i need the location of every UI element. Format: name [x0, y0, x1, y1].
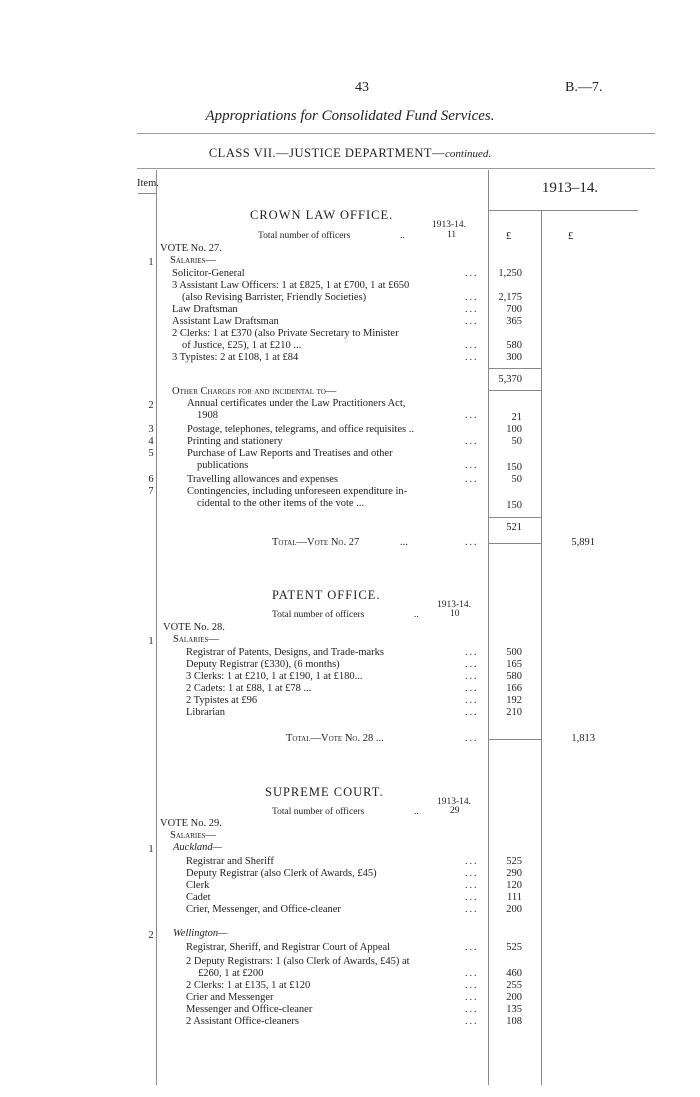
line-item: Librarian: [186, 707, 226, 718]
leader-dots: ...: [465, 880, 479, 891]
header-rule: [137, 133, 655, 134]
leader-dots: ...: [465, 659, 479, 670]
item-number: 2: [148, 930, 154, 941]
amount-value: 166: [506, 683, 522, 694]
leader-dots: ...: [465, 683, 479, 694]
item-number: 2: [148, 400, 154, 411]
amount-value: 365: [506, 316, 522, 327]
amount-value: 21: [511, 412, 522, 423]
line-item: Purchase of Law Reports and Treatises and other: [187, 448, 393, 459]
amount-value: 700: [506, 304, 522, 315]
officers-count-crown: 11: [447, 230, 457, 240]
total-rule: [488, 739, 541, 740]
leader-dots: ...: [465, 647, 479, 658]
item-column-border: [156, 170, 157, 1085]
amount-value: 210: [506, 707, 522, 718]
salaries-heading-28: Salaries—: [173, 634, 219, 645]
item-number: 7: [148, 486, 154, 497]
line-item: 2 Clerks: 1 at £135, 1 at £120: [186, 980, 311, 991]
total-vote-27-label: Total—Vote No. 27: [272, 537, 360, 548]
line-item: 3 Typistes: 2 at £108, 1 at £84: [172, 352, 299, 363]
total-vote-28: 1,813: [571, 733, 595, 744]
amount-value: 50: [511, 474, 522, 485]
leader-dots: ...: [465, 733, 479, 744]
line-item: Deputy Registrar (£330), (6 months): [186, 659, 340, 670]
pound-column-2: £: [568, 231, 574, 242]
line-item: Travelling allowances and expenses: [187, 474, 338, 485]
leader-dots: ...: [465, 1004, 479, 1015]
line-item: cidental to the other items of the vote ...: [197, 498, 365, 509]
leader-dots: ...: [465, 904, 479, 915]
document-reference: B.—7.: [565, 80, 603, 95]
line-item: 2 Cadets: 1 at £88, 1 at £78 ...: [186, 683, 312, 694]
line-item: 2 Clerks: 1 at £370 (also Private Secretary to Minister: [172, 328, 399, 339]
leader-dots: ...: [465, 292, 479, 303]
amount-value: 111: [507, 892, 522, 903]
line-item: Messenger and Office-cleaner: [186, 1004, 313, 1015]
officers-count-supreme: 29: [450, 806, 460, 816]
vote-29: VOTE No. 29.: [160, 818, 222, 829]
leader-dots: ...: [465, 695, 479, 706]
leader-dots: ...: [400, 537, 408, 548]
line-item: Cadet: [186, 892, 211, 903]
line-item: 1908: [197, 410, 218, 421]
section-title-crown-law: CROWN LAW OFFICE.: [250, 208, 394, 222]
line-item: Crier, Messenger, and Office-cleaner: [186, 904, 341, 915]
amount-value: 300: [506, 352, 522, 363]
leader-dots: ...: [465, 1016, 479, 1027]
line-item: Registrar of Patents, Designs, and Trade-marks: [186, 647, 385, 658]
line-item: of Justice, £25), 1 at £210 ...: [182, 340, 302, 351]
amount-value: 150: [506, 500, 522, 511]
salaries-heading-29: Salaries—: [170, 830, 216, 841]
page-number: 43: [355, 80, 369, 95]
leader-dots: ...: [465, 474, 479, 485]
total-vote-27: 5,891: [571, 537, 595, 548]
leader-dots: ...: [465, 436, 479, 447]
leader-dots: ...: [465, 316, 479, 327]
leader-dots: ...: [465, 340, 479, 351]
subtotal-rule: [488, 390, 541, 391]
amount-value: 150: [506, 462, 522, 473]
item-label-rule: [138, 193, 156, 194]
officers-dots-patent: ..: [414, 610, 419, 620]
leader-dots: ...: [465, 460, 479, 471]
line-item: 2 Typistes at £96: [186, 695, 258, 706]
line-item: £260, 1 at £200: [198, 968, 264, 979]
line-item: Printing and stationery: [187, 436, 283, 447]
amount-value: 255: [506, 980, 522, 991]
amount-value: 100: [506, 424, 522, 435]
leader-dots: ...: [465, 671, 479, 682]
vote-27: VOTE No. 27.: [160, 243, 222, 254]
item-number: 1: [148, 257, 154, 268]
item-number: 5: [148, 448, 154, 459]
salaries-heading-27: Salaries—: [170, 255, 216, 266]
line-item: Crier and Messenger: [186, 992, 274, 1003]
amount-value: 1,250: [498, 268, 522, 279]
amount-value: 50: [511, 436, 522, 447]
total-vote-28-label: Total—Vote No. 28 ...: [286, 733, 384, 744]
line-item: Solicitor-General: [172, 268, 245, 279]
page-subtitle: Appropriations for Consolidated Fund Services.: [205, 108, 495, 124]
officers-label-supreme: Total number of officers: [272, 807, 365, 817]
year-rule: [488, 210, 638, 211]
subtotal-rule: [488, 517, 541, 518]
leader-dots: ...: [465, 410, 479, 421]
line-item: Clerk: [186, 880, 210, 891]
line-item: 2 Deputy Registrars: 1 (also Clerk of Awards, £45) at: [186, 956, 410, 967]
leader-dots: ...: [465, 968, 479, 979]
subtotal-rule: [488, 368, 541, 369]
line-item: publications: [197, 460, 249, 471]
leader-dots: ...: [465, 856, 479, 867]
amount-value: 2,175: [498, 292, 522, 303]
amount-value: 120: [506, 880, 522, 891]
leader-dots: ...: [465, 980, 479, 991]
amount-value: 135: [506, 1004, 522, 1015]
class-heading: CLASS VII.—JUSTICE DEPARTMENT—continued.: [208, 146, 492, 160]
line-item: (also Revising Barrister, Friendly Societies): [182, 292, 367, 303]
line-item: Assistant Law Draftsman: [172, 316, 279, 327]
officers-dots-crown: ..: [400, 231, 405, 241]
amount-value: 108: [506, 1016, 522, 1027]
amount-value: 580: [506, 340, 522, 351]
leader-dots: ...: [465, 868, 479, 879]
item-number: 4: [148, 436, 154, 447]
vote-28: VOTE No. 28.: [163, 622, 225, 633]
line-item: Registrar, Sheriff, and Registrar Court of Appeal: [186, 942, 391, 953]
leader-dots: ...: [465, 892, 479, 903]
section-title-supreme-court: SUPREME COURT.: [265, 785, 384, 799]
amount-value: 500: [506, 647, 522, 658]
line-item: 2 Assistant Office-cleaners: [186, 1016, 299, 1027]
officers-year-supreme: 1913-14.: [437, 797, 472, 807]
item-number: 1: [148, 636, 154, 647]
wellington-heading: Wellington—: [173, 928, 228, 939]
line-item: 3 Assistant Law Officers: 1 at £825, 1 at £700, 1 at £650: [172, 280, 410, 291]
amount-value: 525: [506, 856, 522, 867]
item-number: 6: [148, 474, 154, 485]
officers-dots-supreme: ..: [414, 807, 419, 817]
year-heading: 1913–14.: [541, 180, 599, 196]
line-item: Law Draftsman: [172, 304, 238, 315]
other-charges-heading: Other Charges for and incidental to—: [172, 386, 337, 397]
amount-value: 290: [506, 868, 522, 879]
leader-dots: ...: [465, 707, 479, 718]
salaries-subtotal: 5,370: [498, 374, 522, 385]
leader-dots: ...: [465, 268, 479, 279]
officers-label-patent: Total number of officers: [272, 610, 365, 620]
leader-dots: ...: [465, 992, 479, 1003]
line-item: 3 Clerks: 1 at £210, 1 at £190, 1 at £180...: [186, 671, 363, 682]
line-item: Registrar and Sheriff: [186, 856, 274, 867]
line-item: Deputy Registrar (also Clerk of Awards, £45): [186, 868, 377, 879]
line-item: Postage, telephones, telegrams, and office requisites ..: [187, 424, 414, 435]
item-number: 1: [148, 844, 154, 855]
total-rule: [488, 543, 541, 544]
amount-value: 192: [506, 695, 522, 706]
amount-value: 165: [506, 659, 522, 670]
line-item: Annual certificates under the Law Practitioners Act,: [187, 398, 406, 409]
item-number: 3: [148, 424, 154, 435]
total-column-border: [541, 210, 542, 1085]
other-charges-subtotal: 521: [506, 522, 522, 533]
amount-value: 200: [506, 992, 522, 1003]
officers-year-patent: 1913-14.: [437, 600, 472, 610]
leader-dots: ...: [465, 942, 479, 953]
section-title-patent-office: PATENT OFFICE.: [272, 588, 381, 602]
officers-count-patent: 10: [450, 609, 460, 619]
amount-value: 580: [506, 671, 522, 682]
pound-column-1: £: [506, 231, 512, 242]
leader-dots: ...: [465, 352, 479, 363]
item-column-label: Item.: [137, 178, 159, 189]
class-rule: [137, 168, 655, 169]
leader-dots: ...: [465, 304, 479, 315]
auckland-heading: Auckland—: [173, 842, 222, 853]
officers-year-crown: 1913-14.: [432, 220, 467, 230]
amount-value: 200: [506, 904, 522, 915]
amount-value: 460: [506, 968, 522, 979]
officers-label-crown: Total number of officers: [258, 231, 351, 241]
line-item: Contingencies, including unforeseen expenditure in-: [187, 486, 408, 497]
amount-value: 525: [506, 942, 522, 953]
leader-dots: ...: [465, 537, 479, 548]
